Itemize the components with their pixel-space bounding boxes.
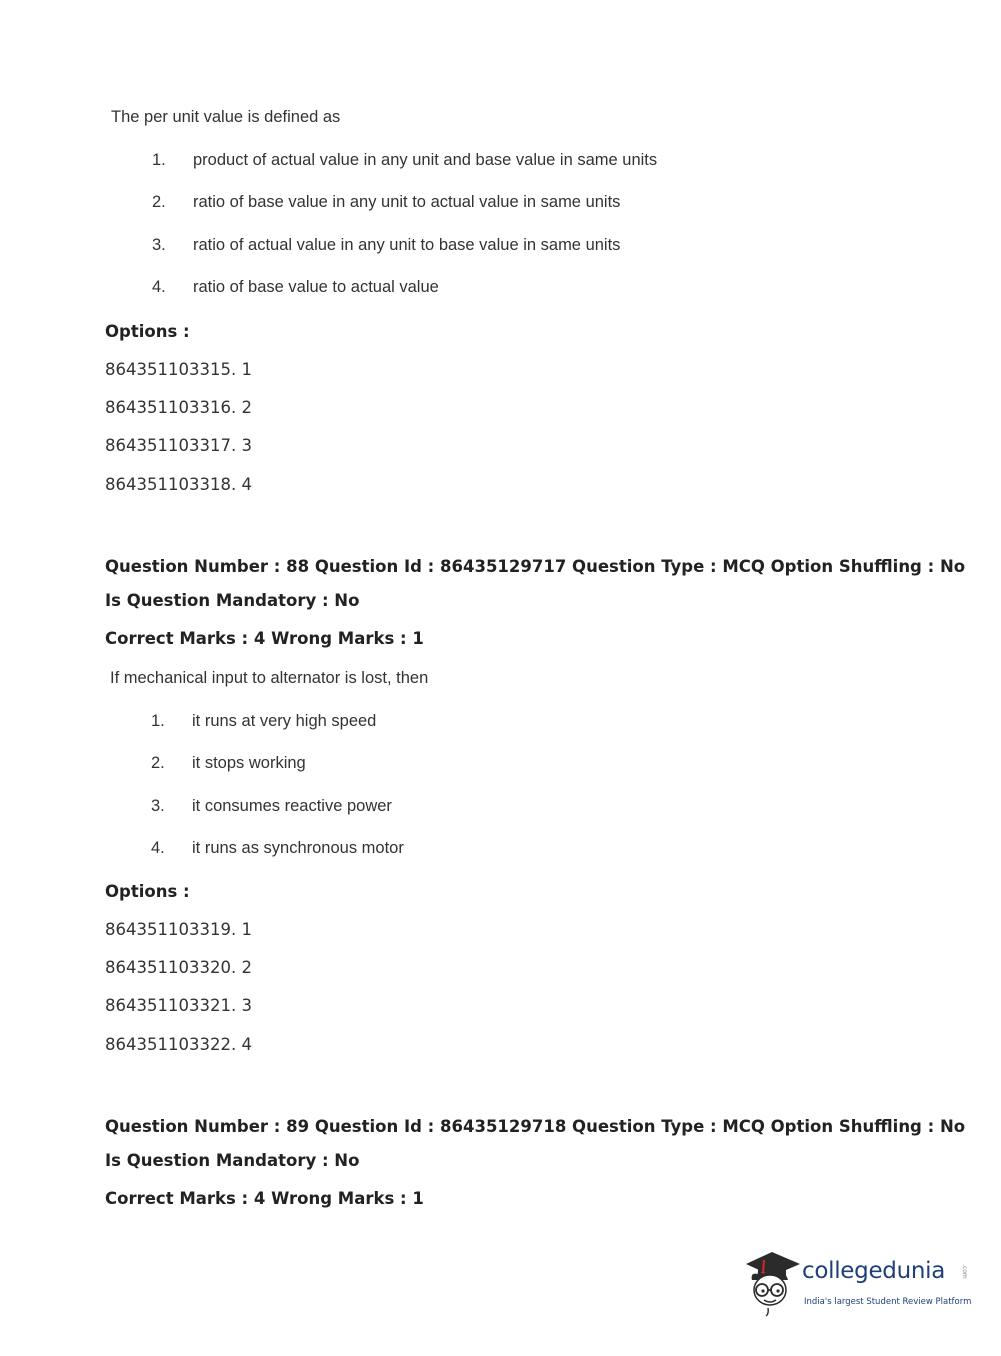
choice-number: 1.: [151, 712, 165, 730]
choice-text: it consumes reactive power: [192, 797, 392, 815]
option-id: 864351103320. 2: [105, 958, 252, 977]
option-id: 864351103321. 3: [105, 996, 252, 1015]
logo-wordmark: collegedunia: [802, 1258, 946, 1284]
choice-number: 4.: [151, 839, 165, 857]
choice-text: it runs at very high speed: [192, 712, 377, 730]
choice-number: 2.: [151, 754, 165, 772]
question-mandatory: Is Question Mandatory : No: [105, 1151, 360, 1170]
options-label: Options :: [105, 882, 190, 901]
option-id: 864351103319. 1: [105, 920, 252, 939]
option-id: 864351103315. 1: [105, 360, 252, 379]
logo-tagline: India's largest Student Review Platform: [804, 1297, 972, 1307]
question-header: Question Number : 88 Question Id : 86435129717 Question Type : MCQ Option Shuffling : No: [105, 557, 966, 576]
logo-domain-suffix: .com: [961, 1264, 968, 1279]
choice-number: 4.: [152, 278, 166, 296]
choice-text: ratio of actual value in any unit to base value in same units: [193, 236, 621, 254]
collegedunia-logo: [742, 1250, 972, 1320]
option-id: 864351103318. 4: [105, 475, 252, 494]
choice-text: it stops working: [192, 754, 306, 772]
question-stem: If mechanical input to alternator is lost, then: [110, 669, 429, 687]
question-header: Question Number : 89 Question Id : 86435129718 Question Type : MCQ Option Shuffling : No: [105, 1117, 966, 1136]
question-marks: Correct Marks : 4 Wrong Marks : 1: [105, 1189, 424, 1208]
choice-number: 3.: [152, 236, 166, 254]
choice-number: 1.: [152, 151, 166, 169]
question-marks: Correct Marks : 4 Wrong Marks : 1: [105, 629, 424, 648]
choice-text: product of actual value in any unit and base value in same units: [193, 151, 658, 169]
choice-number: 2.: [152, 193, 166, 211]
options-label: Options :: [105, 322, 190, 341]
question-stem: The per unit value is defined as: [111, 108, 341, 126]
choice-number: 3.: [151, 797, 165, 815]
choice-text: ratio of base value to actual value: [193, 278, 439, 296]
option-id: 864351103317. 3: [105, 436, 252, 455]
choice-text: ratio of base value in any unit to actual value in same units: [193, 193, 621, 211]
option-id: 864351103316. 2: [105, 398, 252, 417]
choice-text: it runs as synchronous motor: [192, 839, 404, 857]
question-mandatory: Is Question Mandatory : No: [105, 591, 360, 610]
mascot-icon: [742, 1250, 804, 1320]
option-id: 864351103322. 4: [105, 1035, 252, 1054]
